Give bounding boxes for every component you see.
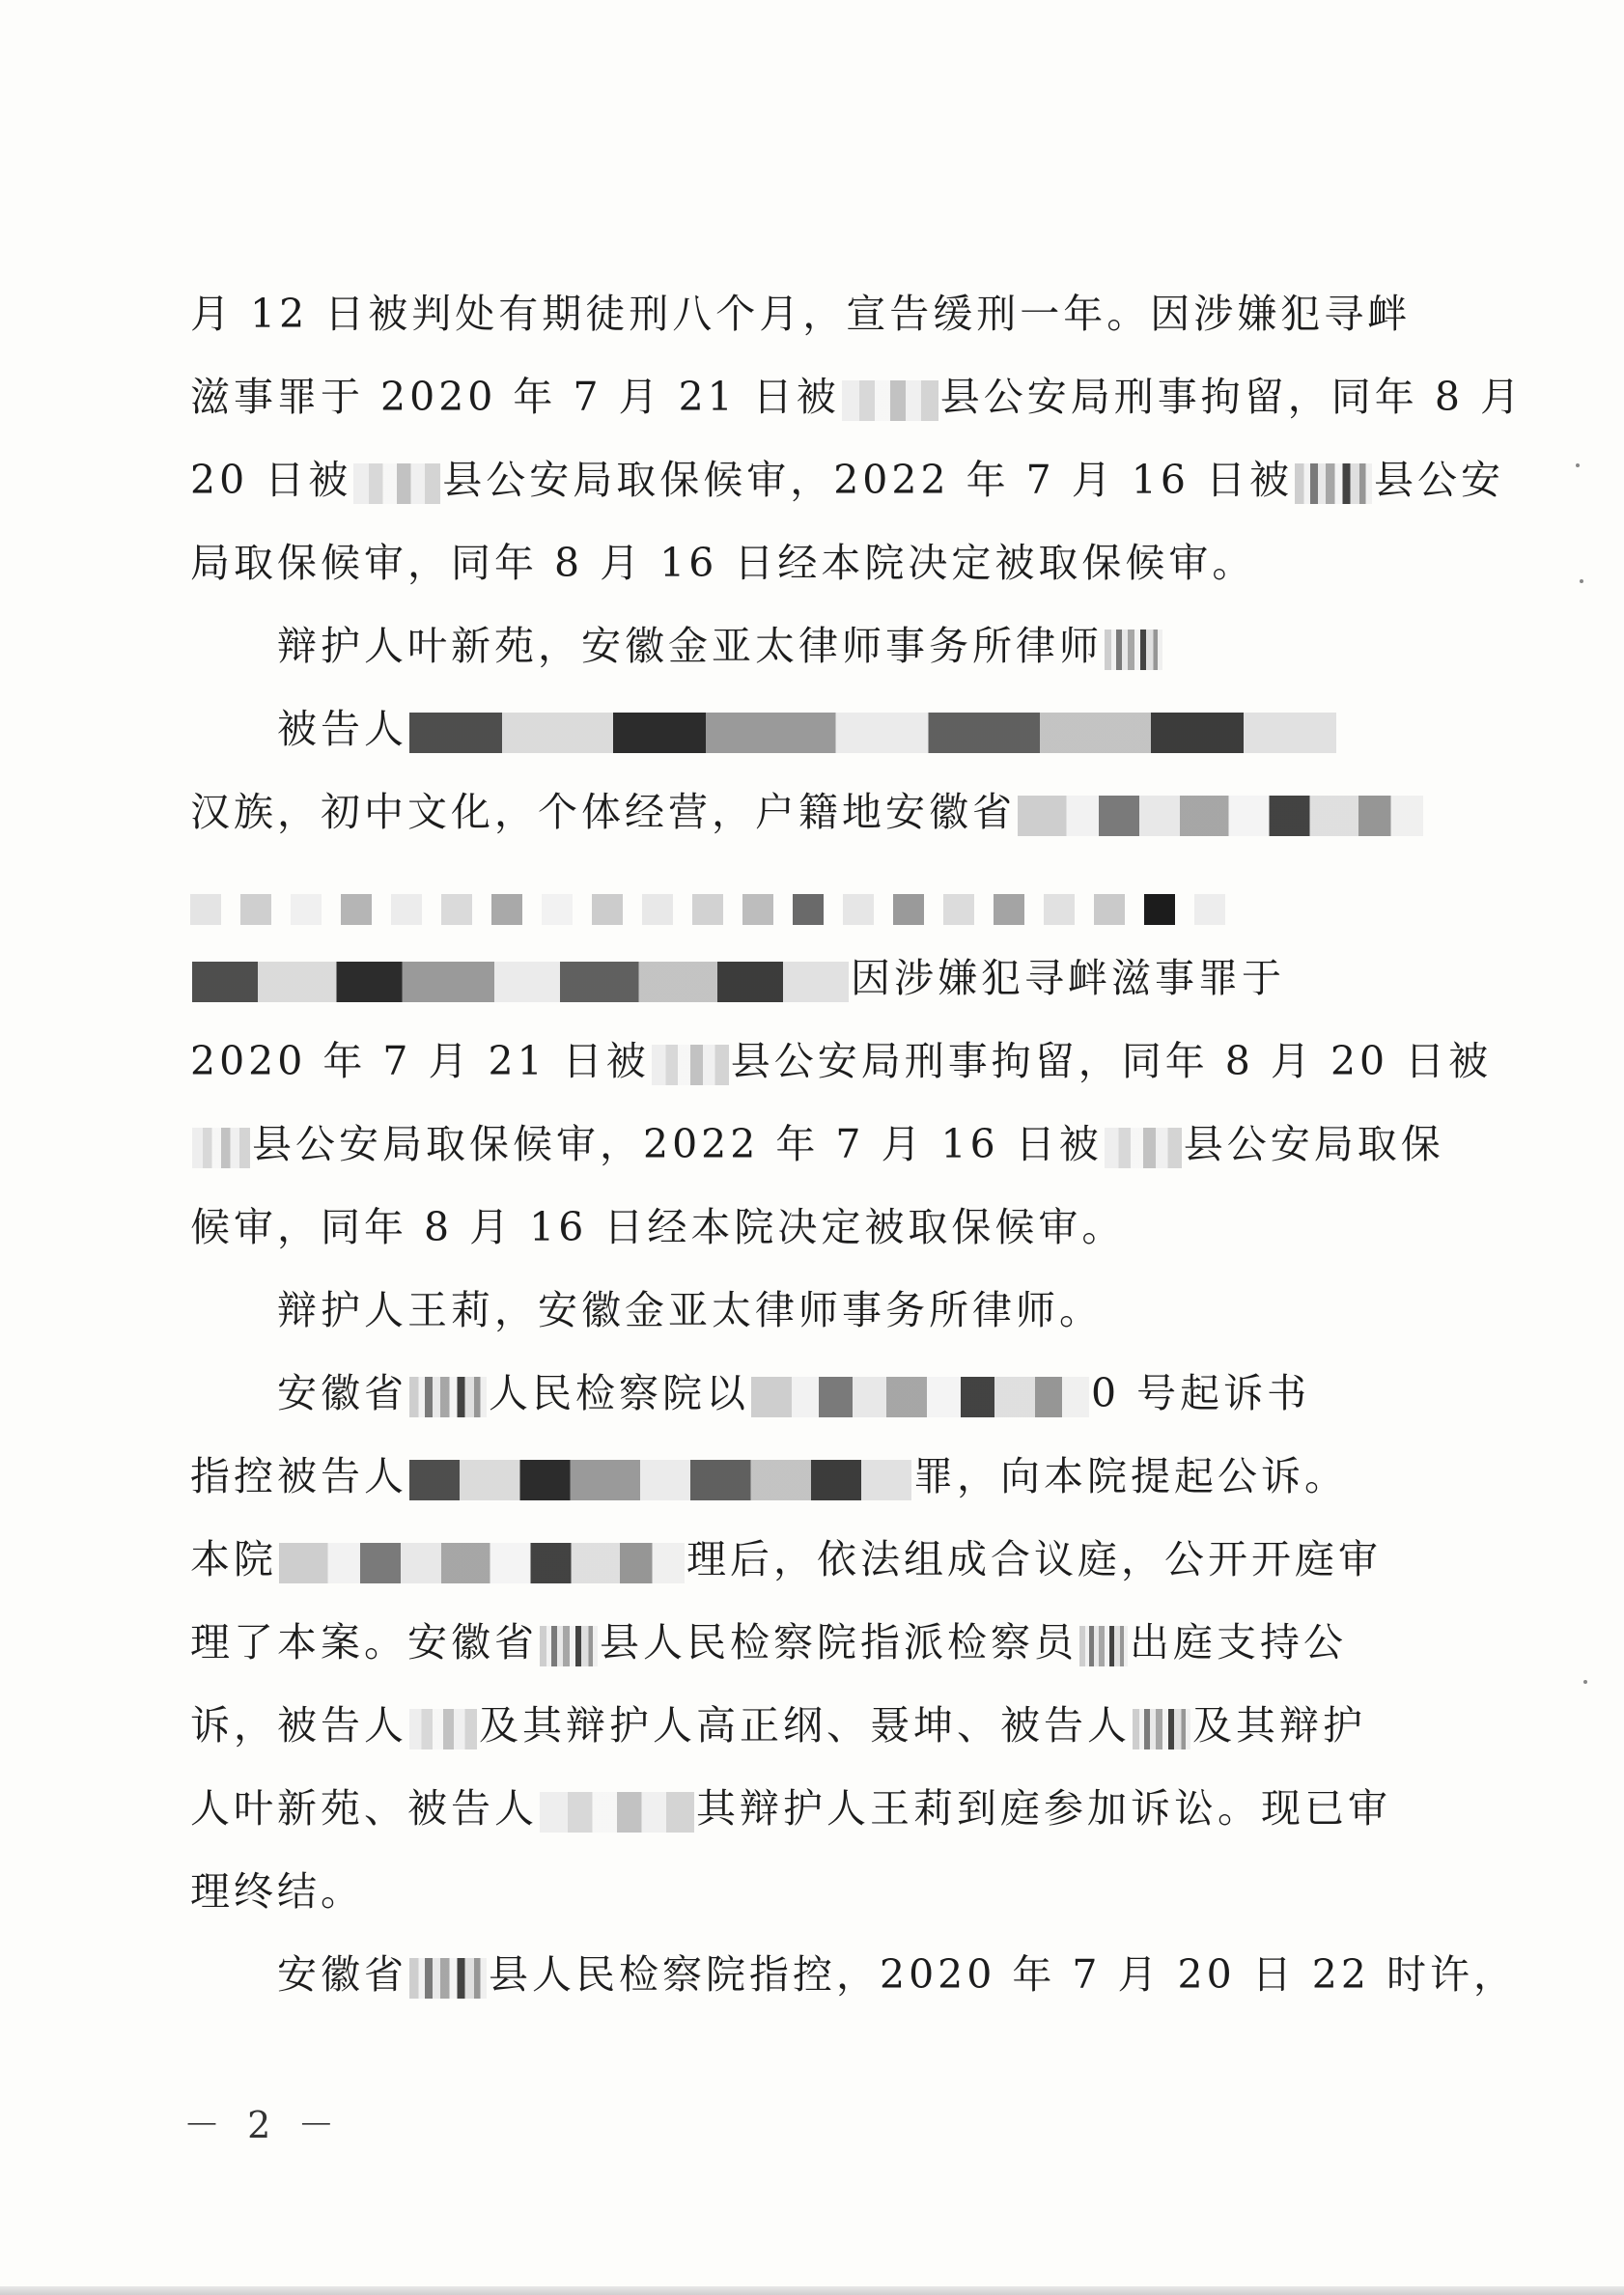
redaction-mosaic xyxy=(1018,796,1423,836)
text-segment: 理了本案。安徽省 xyxy=(190,1619,538,1665)
text-segment: 2020 年 7 月 21 日被 xyxy=(190,1038,650,1084)
redaction-mosaic xyxy=(409,1958,487,1999)
redaction-mosaic xyxy=(842,380,938,421)
redaction-mosaic xyxy=(1295,463,1372,504)
text-line xyxy=(277,1933,1517,2016)
redaction-tile xyxy=(1094,894,1125,925)
text-line xyxy=(190,272,1412,355)
redaction-tile xyxy=(291,894,322,925)
text-segment: 候审，同年 8 月 16 日经本院决定被取保候审。 xyxy=(190,1204,1126,1250)
text-line xyxy=(190,1767,1407,1850)
redaction-mosaic xyxy=(192,1128,250,1168)
scan-speck xyxy=(1583,1680,1587,1684)
redaction-mosaic xyxy=(540,1626,598,1666)
text-segment: 汉族，初中文化，个体经营，户籍地安徽省 xyxy=(190,789,1016,835)
redaction-mosaic xyxy=(652,1045,729,1085)
text-line xyxy=(190,937,1407,1020)
redaction-mosaic xyxy=(279,1543,685,1583)
text-line xyxy=(190,1186,1407,1269)
redaction-tile xyxy=(391,894,422,925)
text-segment: 月 12 日被判处有期徒刑八个月，宣告缓刑一年。因涉嫌犯寻衅 xyxy=(190,291,1412,337)
text-line xyxy=(277,1352,1407,1435)
redaction-mosaic xyxy=(192,962,849,1002)
text-segment: 局取保候审，同年 8 月 16 日经本院决定被取保候审。 xyxy=(190,540,1256,586)
text-line xyxy=(190,1684,1407,1767)
text-segment: 及其辩护 xyxy=(1192,1702,1366,1749)
text-line xyxy=(190,521,1407,604)
redaction-mosaic xyxy=(1079,1626,1128,1666)
redaction-tile xyxy=(642,894,673,925)
redaction-mosaic xyxy=(540,1792,694,1833)
text-segment: 诉，被告人 xyxy=(190,1702,407,1749)
redaction-tile xyxy=(542,894,573,925)
redaction-row xyxy=(190,886,1225,933)
redaction-tile xyxy=(240,894,271,925)
redaction-mosaic xyxy=(409,1709,477,1749)
text-line xyxy=(190,355,1524,438)
redaction-mosaic xyxy=(1105,630,1162,670)
text-segment: 县公安局取保候审，2022 年 7 月 16 日被 xyxy=(252,1121,1103,1167)
redaction-mosaic xyxy=(409,1377,487,1417)
redaction-tile xyxy=(943,894,974,925)
text-segment: 0 号起诉书 xyxy=(1091,1370,1311,1416)
scan-speck xyxy=(1580,579,1583,583)
text-segment: 人民检察院以 xyxy=(489,1370,749,1416)
redaction-tile xyxy=(592,894,623,925)
redaction-tile xyxy=(491,894,522,925)
text-segment: 理终结。 xyxy=(190,1868,364,1915)
redaction-tile xyxy=(441,894,472,925)
text-segment: 县公安 xyxy=(1373,457,1504,503)
redaction-tile xyxy=(793,894,824,925)
text-line xyxy=(277,604,1407,687)
redaction-tile xyxy=(341,894,372,925)
text-segment: 罪，向本院提起公诉。 xyxy=(913,1453,1348,1499)
text-line xyxy=(190,1601,1407,1684)
text-line xyxy=(190,1518,1407,1601)
text-segment: 县公安局刑事拘留，同年 8 月 xyxy=(939,374,1524,420)
redaction-tile xyxy=(893,894,924,925)
scan-edge-band xyxy=(0,2286,1624,2295)
text-line xyxy=(277,1269,1407,1352)
text-segment: 县人民检察院指派检察员 xyxy=(600,1619,1078,1665)
text-segment: 出庭支持公 xyxy=(1130,1619,1347,1665)
text-line xyxy=(190,1020,1493,1103)
redaction-tile xyxy=(742,894,773,925)
text-segment: 其辩护人王莉到庭参加诉讼。现已审 xyxy=(696,1785,1391,1832)
page-number: － 2 － xyxy=(183,2104,343,2146)
text-segment: 县人民检察院指控，2020 年 7 月 20 日 22 时许， xyxy=(489,1951,1517,1998)
redaction-mosaic xyxy=(751,1377,1089,1417)
text-line xyxy=(190,1103,1444,1186)
text-line xyxy=(190,770,1407,854)
text-segment: 被告人 xyxy=(277,706,407,752)
text-segment: 指控被告人 xyxy=(190,1453,407,1499)
text-segment: 理后，依法组成合议庭，公开开庭审 xyxy=(686,1536,1382,1582)
redaction-mosaic xyxy=(1133,1709,1190,1749)
text-segment: 及其辩护人高正纲、聂坤、被告人 xyxy=(479,1702,1131,1749)
text-segment: 滋事罪于 2020 年 7 月 21 日被 xyxy=(190,374,840,420)
text-segment: 辩护人王莉，安徽金亚太律师事务所律师。 xyxy=(277,1287,1103,1333)
text-segment: 安徽省 xyxy=(277,1951,407,1998)
text-segment: 县公安局刑事拘留，同年 8 月 20 日被 xyxy=(730,1038,1493,1084)
text-line xyxy=(190,1850,1407,1933)
text-segment: 因涉嫌犯寻衅滋事罪于 xyxy=(851,955,1285,1001)
text-line xyxy=(190,438,1504,521)
text-segment: 20 日被 xyxy=(190,457,352,503)
redaction-tile xyxy=(1194,894,1225,925)
redaction-mosaic xyxy=(409,1460,911,1500)
redaction-tile xyxy=(1044,894,1075,925)
redaction-tile xyxy=(1144,894,1175,925)
text-line xyxy=(190,1435,1407,1518)
redaction-tile xyxy=(692,894,723,925)
text-segment: 县公安局取保 xyxy=(1183,1121,1444,1167)
redaction-tile xyxy=(994,894,1024,925)
scan-speck xyxy=(1576,463,1580,467)
redaction-mosaic xyxy=(409,713,1336,753)
text-line xyxy=(277,687,1407,770)
redaction-mosaic xyxy=(1105,1128,1182,1168)
text-segment: 本院 xyxy=(190,1536,277,1582)
text-segment: 人叶新苑、被告人 xyxy=(190,1785,538,1832)
redaction-tile xyxy=(843,894,874,925)
redaction-tile xyxy=(190,894,221,925)
redaction-mosaic xyxy=(353,463,440,504)
text-segment: 县公安局取保候审，2022 年 7 月 16 日被 xyxy=(442,457,1293,503)
text-segment: 辩护人叶新苑，安徽金亚太律师事务所律师 xyxy=(277,623,1103,669)
text-segment: 安徽省 xyxy=(277,1370,407,1416)
